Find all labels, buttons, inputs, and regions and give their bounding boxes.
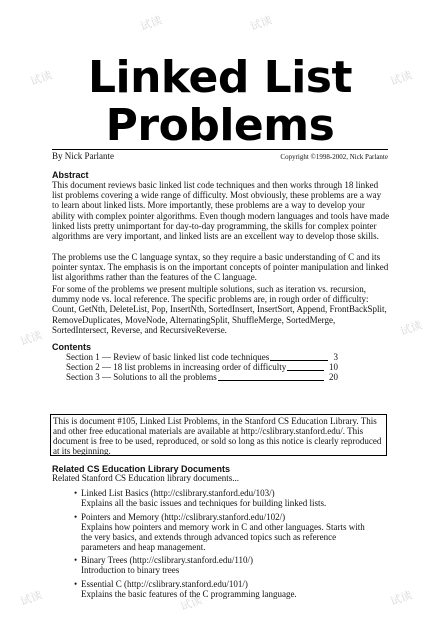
abstract-heading: Abstract: [52, 170, 89, 180]
related-doc-title: Essential C (http://cslibrary.stanford.edu/101/): [81, 579, 248, 589]
bullet-icon: •: [74, 579, 78, 589]
author: By Nick Parlante: [52, 151, 114, 161]
watermark: 试读: [18, 328, 44, 349]
watermark: 试读: [388, 68, 414, 89]
toc-page-number: 3: [333, 352, 338, 362]
related-doc-title: Binary Trees (http://cslibrary.stanford.edu/110/): [81, 555, 254, 565]
abstract-paragraph-3: For some of the problems we present multiple solutions, such as iteration vs. recursion, dummy node vs. local reference. The specific problems are, in rough order of difficulty: Count, GetNth, DeleteList, Pop, InsertNth, SortedInsert, InsertSort, Append, FrontBackSplit, RemoveDuplicates, MoveNode, AlternatingSplit, ShuffleMerge, SortedMerge, SortedIntersect, Reverse, and RecursiveReverse.: [52, 284, 387, 335]
watermark: 试读: [388, 588, 414, 609]
related-doc-description: Explains how pointers and memory work in C and other languages. Starts with the very basics, and extends through advanced topics such as reference parameters and heap management.: [81, 522, 365, 553]
bullet-icon: •: [74, 555, 78, 565]
toc-page-number: 20: [329, 372, 338, 382]
toc-page-number: 10: [329, 362, 338, 372]
abstract-paragraph-2: The problems use the C language syntax, so they require a basic understanding of C and its pointer syntax. The emphasis is on the important concepts of pointer manipulation and linked list algorithms rather than the features of the C language.: [52, 252, 389, 283]
watermark: 试读: [178, 593, 204, 614]
document-title-line-2: Problems: [105, 100, 335, 151]
related-doc-title: Linked List Basics (http://cslibrary.stanford.edu/103/): [81, 488, 275, 498]
watermark: 试读: [18, 588, 44, 609]
toc-leader: [206, 380, 324, 381]
watermark: 试读: [28, 68, 54, 89]
related-doc-description: Explains all the basic issues and techniques for building linked lists.: [81, 498, 327, 508]
abstract-paragraph-1: This document reviews basic linked list code techniques and then works through 18 linked list problems covering a wide range of difficulty. Most obviously, these problems are a way to learn about linked lists. More importantly, these problems are a way to develop your ability with complex pointer algorithms. Even though modern languages and tools have made linked lists pretty unimportant for day-to-day programming, the skills for complex pointer algorithms are very important, and linked lists are an excellent way to develop those skills.: [52, 180, 390, 242]
watermark: 试读: [248, 13, 274, 34]
bullet-icon: •: [74, 488, 78, 498]
watermark: 试读: [138, 13, 164, 34]
related-heading: Related CS Education Library Documents: [52, 464, 231, 474]
related-intro: Related Stanford CS Education library documents...: [52, 473, 239, 483]
related-doc-description: Explains the basic features of the C programming language.: [81, 589, 297, 599]
toc-section-label: Section 1 — Review of basic linked list code techniques: [66, 352, 270, 362]
bullet-icon: •: [74, 512, 78, 522]
title-rule: [52, 149, 388, 150]
document-title-line-1: Linked List: [87, 52, 353, 103]
contents-heading: Contents: [52, 342, 91, 352]
toc-section-label: Section 3 — Solutions to all the problems: [66, 372, 217, 382]
library-notice-box: This is document #105, Linked List Problems, in the Stanford CS Education Library. This and other free educational materials are available at http://cslibrary.stanford.edu/. This document is free to be used, reproduced, or sold so long as this notice is clearly reproduced at its beginning.: [50, 414, 387, 456]
toc-section-label: Section 2 — 18 list problems in increasing order of difficulty: [66, 362, 287, 372]
related-doc-description: Introduction to binary trees: [81, 565, 180, 575]
copyright: Copyright ©1998-2002, Nick Parlante: [280, 153, 388, 161]
related-doc-title: Pointers and Memory (http://cslibrary.stanford.edu/102/): [81, 512, 286, 522]
watermark: 试读: [398, 318, 424, 339]
